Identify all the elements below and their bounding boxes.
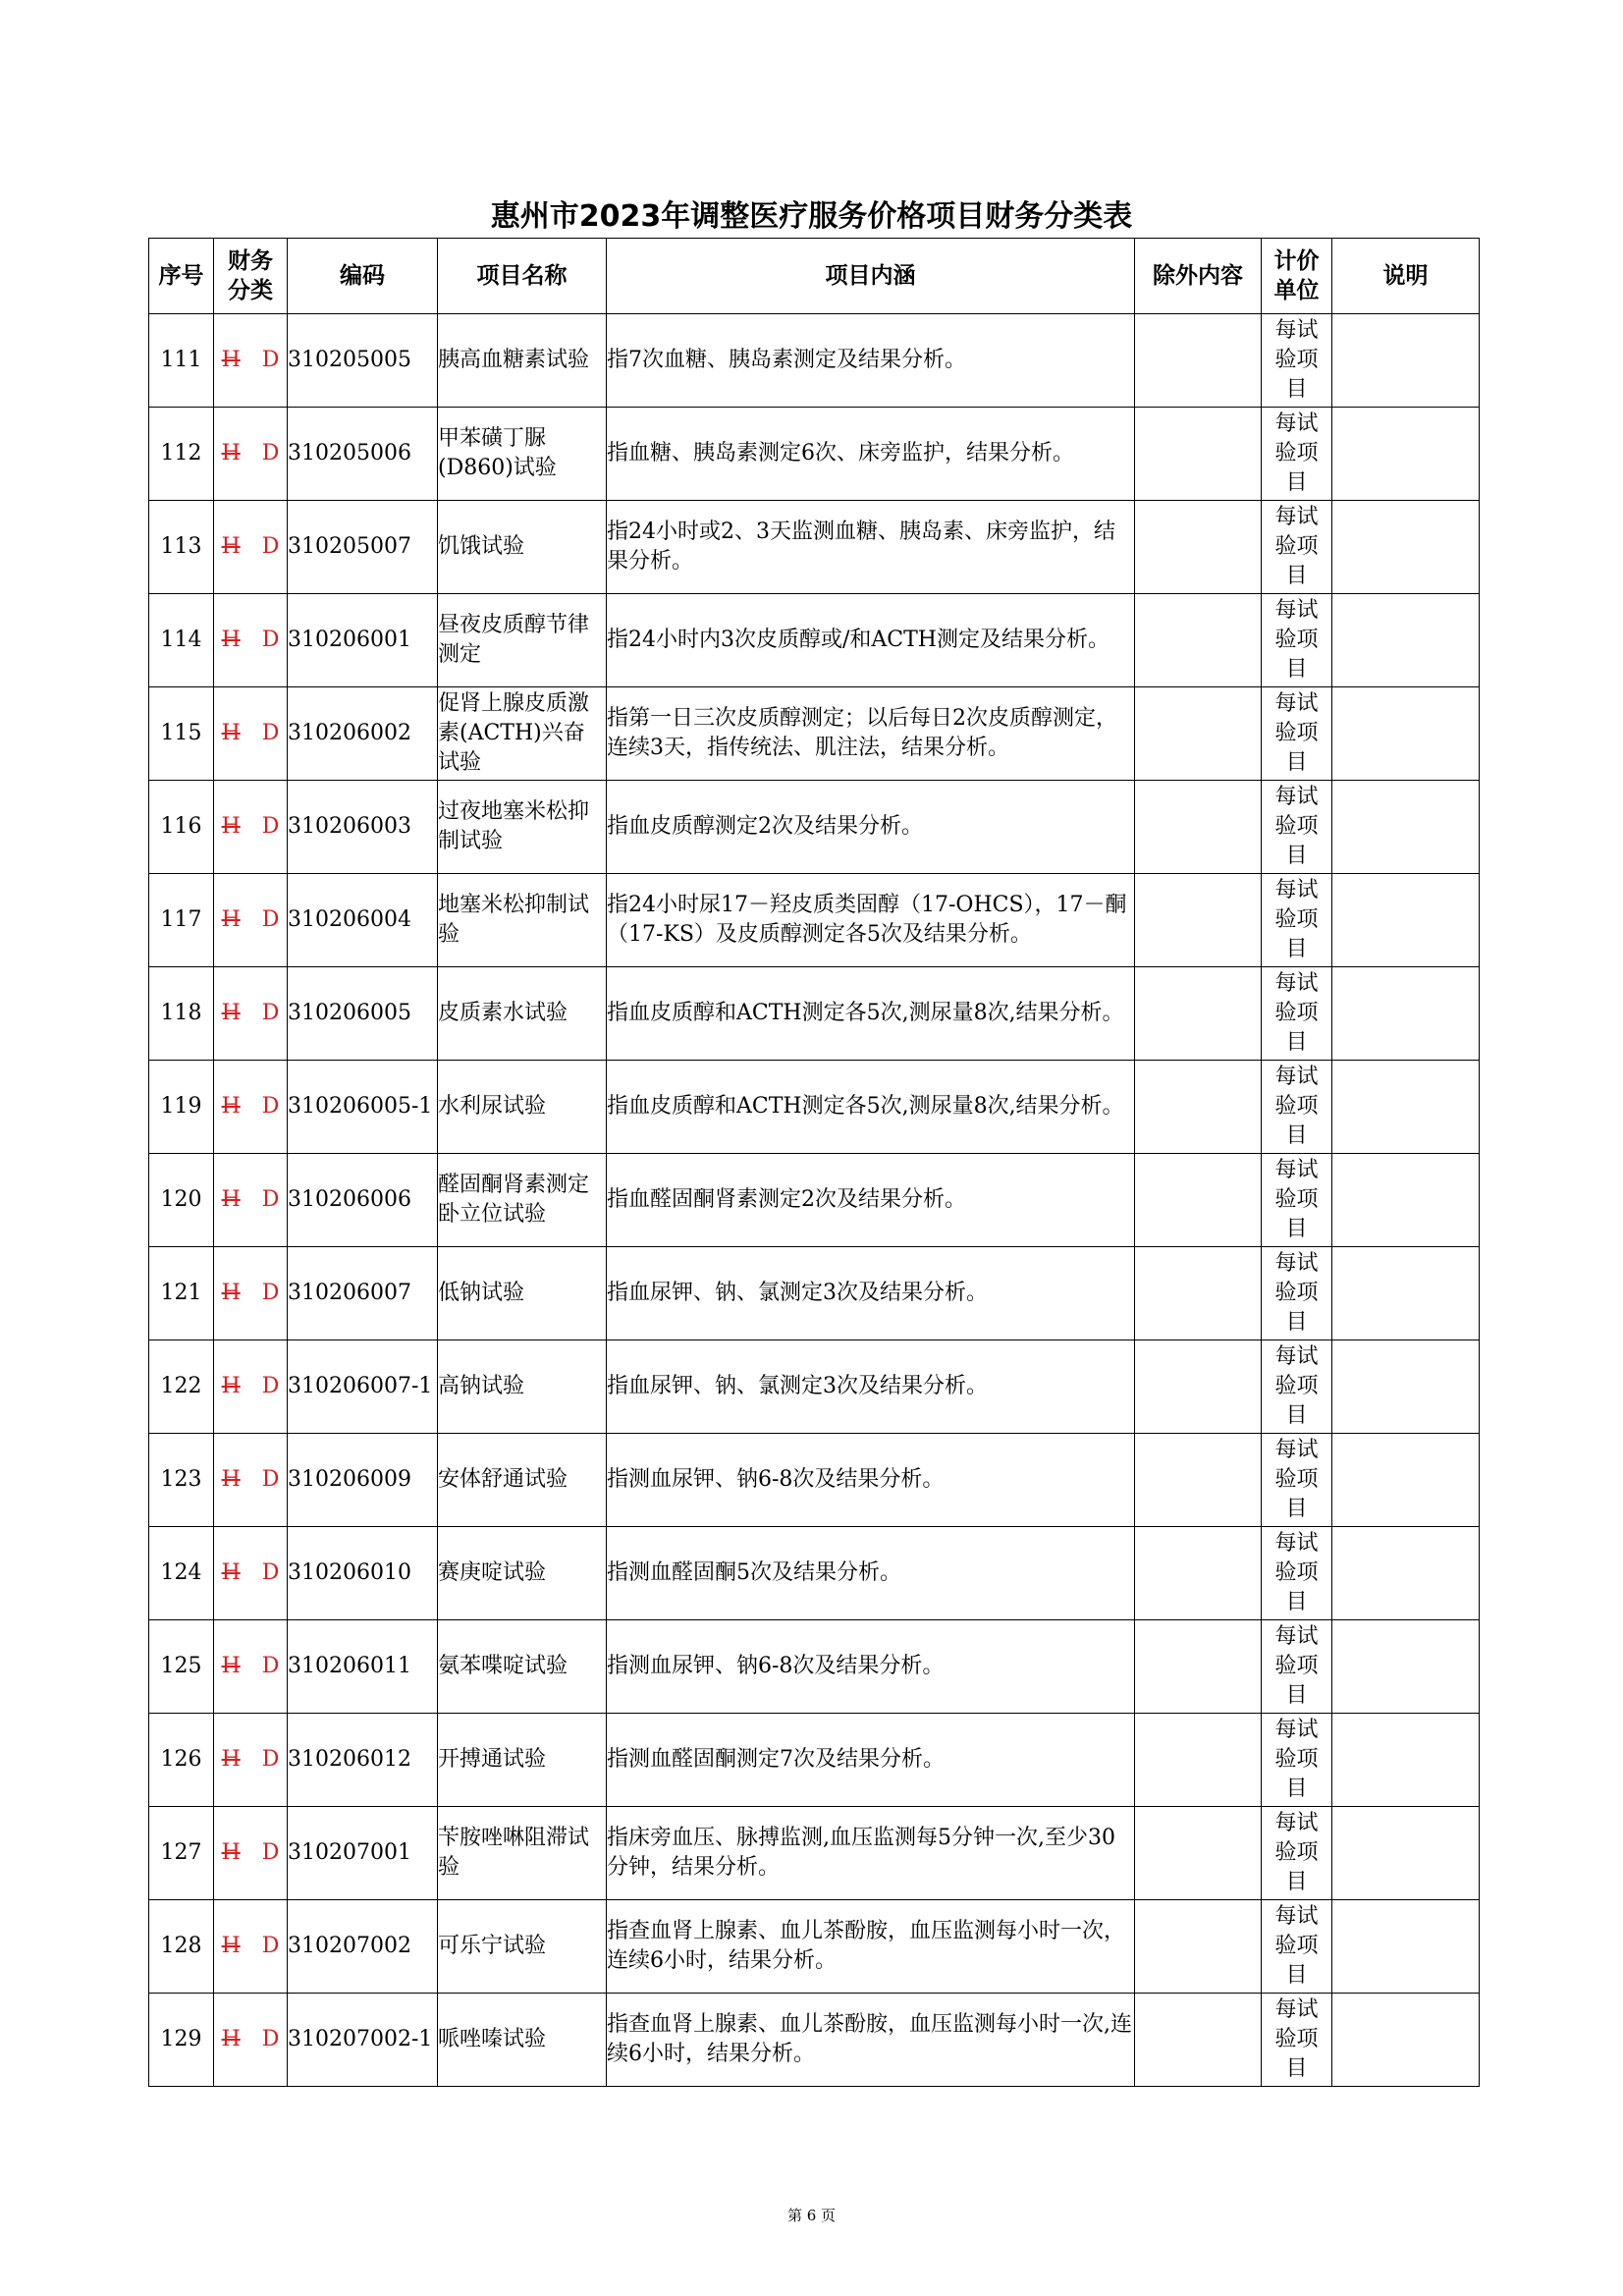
item-code: 310206004 xyxy=(288,874,438,967)
pricing-unit-cell xyxy=(1262,874,1332,967)
pricing-unit: 每试验项目 xyxy=(1274,1811,1319,1894)
item-note xyxy=(1332,1900,1480,1994)
item-code: 310206010 xyxy=(288,1527,438,1620)
item-code: 310206009 xyxy=(288,1434,438,1527)
fee-classification-table xyxy=(148,238,1480,2087)
category-d-code: D xyxy=(261,1001,280,1025)
row-number: 117 xyxy=(149,874,214,967)
table-row xyxy=(149,408,1480,501)
category-h-code: H xyxy=(221,1281,241,1305)
item-content: 指测血尿钾、钠6-8次及结果分析。 xyxy=(607,1620,1135,1714)
row-number: 114 xyxy=(149,594,214,687)
table-row xyxy=(149,967,1480,1061)
pricing-unit: 每试验项目 xyxy=(1274,318,1319,402)
category-d-code: D xyxy=(261,628,280,652)
category-h-code: H xyxy=(221,1187,241,1212)
pricing-unit-cell xyxy=(1262,1154,1332,1247)
pricing-unit: 每试验项目 xyxy=(1274,691,1319,775)
item-note xyxy=(1332,1061,1480,1154)
table-row xyxy=(149,314,1480,408)
item-note xyxy=(1332,408,1480,501)
item-content: 指查血肾上腺素、血儿茶酚胺，血压监测每小时一次，连续6小时，结果分析。 xyxy=(607,1900,1135,1994)
category-h-code: H xyxy=(221,1654,241,1678)
header-category-label: 财务分类 xyxy=(227,248,273,303)
item-name: 地塞米松抑制试验 xyxy=(438,874,607,967)
item-name: 过夜地塞米松抑制试验 xyxy=(438,781,607,874)
pricing-unit: 每试验项目 xyxy=(1274,1904,1319,1988)
pricing-unit-cell xyxy=(1262,1527,1332,1620)
pricing-unit-cell xyxy=(1262,1807,1332,1900)
item-content: 指7次血糖、胰岛素测定及结果分析。 xyxy=(607,314,1135,408)
category-h-code: H xyxy=(221,348,241,372)
finance-category xyxy=(214,408,288,501)
row-number: 127 xyxy=(149,1807,214,1900)
row-number: 115 xyxy=(149,687,214,781)
row-number: 123 xyxy=(149,1434,214,1527)
pricing-unit: 每试验项目 xyxy=(1274,1158,1319,1241)
item-name: 醛固酮肾素测定卧立位试验 xyxy=(438,1154,607,1247)
item-name: 胰高血糖素试验 xyxy=(438,314,607,408)
finance-category xyxy=(214,594,288,687)
excluded-content xyxy=(1135,967,1262,1061)
item-name: 氨苯喋啶试验 xyxy=(438,1620,607,1714)
finance-category xyxy=(214,874,288,967)
row-number: 126 xyxy=(149,1714,214,1807)
excluded-content xyxy=(1135,501,1262,594)
finance-category xyxy=(214,1340,288,1434)
finance-category xyxy=(214,1154,288,1247)
excluded-content xyxy=(1135,1994,1262,2087)
pricing-unit: 每试验项目 xyxy=(1274,1065,1319,1148)
item-note xyxy=(1332,314,1480,408)
table-row xyxy=(149,594,1480,687)
category-h-code: H xyxy=(221,1560,241,1585)
pricing-unit-cell xyxy=(1262,501,1332,594)
header-name: 项目名称 xyxy=(438,239,607,314)
excluded-content xyxy=(1135,1620,1262,1714)
excluded-content xyxy=(1135,1247,1262,1340)
category-h-code: H xyxy=(221,814,241,839)
row-number: 125 xyxy=(149,1620,214,1714)
pricing-unit: 每试验项目 xyxy=(1274,1718,1319,1801)
item-code: 310206001 xyxy=(288,594,438,687)
excluded-content xyxy=(1135,1340,1262,1434)
pricing-unit: 每试验项目 xyxy=(1274,411,1319,495)
table-row xyxy=(149,1340,1480,1434)
pricing-unit-cell xyxy=(1262,781,1332,874)
finance-category xyxy=(214,501,288,594)
page-number: 第 6 页 xyxy=(786,2207,837,2224)
item-note xyxy=(1332,687,1480,781)
pricing-unit: 每试验项目 xyxy=(1274,1344,1319,1428)
page-title: 惠州市2023年调整医疗服务价格项目财务分类表 xyxy=(490,199,1133,234)
item-note xyxy=(1332,781,1480,874)
item-content: 指床旁血压、脉搏监测,血压监测每5分钟一次,至少30分钟，结果分析。 xyxy=(607,1807,1135,1900)
item-note xyxy=(1332,1154,1480,1247)
pricing-unit: 每试验项目 xyxy=(1274,971,1319,1055)
category-d-code: D xyxy=(261,1281,280,1305)
category-d-code: D xyxy=(261,534,280,559)
category-h-code: H xyxy=(221,534,241,559)
excluded-content xyxy=(1135,874,1262,967)
item-note xyxy=(1332,1994,1480,2087)
item-note xyxy=(1332,874,1480,967)
item-content: 指血皮质醇和ACTH测定各5次,测尿量8次,结果分析。 xyxy=(607,967,1135,1061)
header-category xyxy=(214,239,288,314)
finance-category xyxy=(214,1527,288,1620)
item-code: 310206012 xyxy=(288,1714,438,1807)
row-number: 113 xyxy=(149,501,214,594)
category-d-code: D xyxy=(261,1187,280,1212)
finance-category xyxy=(214,1900,288,1994)
pricing-unit-cell xyxy=(1262,1061,1332,1154)
item-note xyxy=(1332,1807,1480,1900)
item-content: 指血尿钾、钠、氯测定3次及结果分析。 xyxy=(607,1340,1135,1434)
table-row xyxy=(149,1900,1480,1994)
table-row xyxy=(149,1247,1480,1340)
item-code: 310207001 xyxy=(288,1807,438,1900)
excluded-content xyxy=(1135,1900,1262,1994)
pricing-unit-cell xyxy=(1262,594,1332,687)
table-row xyxy=(149,1061,1480,1154)
item-code: 310206002 xyxy=(288,687,438,781)
table-header-row xyxy=(149,239,1480,314)
header-unit xyxy=(1262,239,1332,314)
header-content: 项目内涵 xyxy=(607,239,1135,314)
item-name: 皮质素水试验 xyxy=(438,967,607,1061)
item-name: 赛庚啶试验 xyxy=(438,1527,607,1620)
category-d-code: D xyxy=(261,348,280,372)
category-d-code: D xyxy=(261,721,280,745)
excluded-content xyxy=(1135,1527,1262,1620)
excluded-content xyxy=(1135,1714,1262,1807)
category-h-code: H xyxy=(221,1374,241,1398)
pricing-unit: 每试验项目 xyxy=(1274,1997,1319,2081)
pricing-unit-cell xyxy=(1262,1434,1332,1527)
item-code: 310206003 xyxy=(288,781,438,874)
item-code: 310206011 xyxy=(288,1620,438,1714)
item-note xyxy=(1332,967,1480,1061)
table-row xyxy=(149,1434,1480,1527)
table-row xyxy=(149,687,1480,781)
item-note xyxy=(1332,1434,1480,1527)
pricing-unit-cell xyxy=(1262,1714,1332,1807)
item-note xyxy=(1332,501,1480,594)
item-content: 指测血尿钾、钠6-8次及结果分析。 xyxy=(607,1434,1135,1527)
item-note xyxy=(1332,1714,1480,1807)
pricing-unit-cell xyxy=(1262,1247,1332,1340)
item-name: 昼夜皮质醇节律测定 xyxy=(438,594,607,687)
finance-category xyxy=(214,781,288,874)
finance-category xyxy=(214,1061,288,1154)
item-name: 开搏通试验 xyxy=(438,1714,607,1807)
category-h-code: H xyxy=(221,1840,241,1865)
finance-category xyxy=(214,1434,288,1527)
finance-category xyxy=(214,1714,288,1807)
item-name: 安体舒通试验 xyxy=(438,1434,607,1527)
finance-category xyxy=(214,1247,288,1340)
finance-category xyxy=(214,1620,288,1714)
item-code: 310205006 xyxy=(288,408,438,501)
pricing-unit-cell xyxy=(1262,967,1332,1061)
category-h-code: H xyxy=(221,721,241,745)
finance-category xyxy=(214,1994,288,2087)
pricing-unit: 每试验项目 xyxy=(1274,598,1319,682)
item-name: 可乐宁试验 xyxy=(438,1900,607,1994)
item-code: 310205005 xyxy=(288,314,438,408)
pricing-unit: 每试验项目 xyxy=(1274,505,1319,588)
item-name: 苄胺唑啉阻滞试验 xyxy=(438,1807,607,1900)
excluded-content xyxy=(1135,1807,1262,1900)
row-number: 112 xyxy=(149,408,214,501)
table-row xyxy=(149,1620,1480,1714)
category-h-code: H xyxy=(221,1747,241,1772)
pricing-unit-cell xyxy=(1262,1994,1332,2087)
row-number: 119 xyxy=(149,1061,214,1154)
category-h-code: H xyxy=(221,1001,241,1025)
pricing-unit: 每试验项目 xyxy=(1274,1624,1319,1708)
pricing-unit: 每试验项目 xyxy=(1274,1438,1319,1521)
item-content: 指24小时尿17－羟皮质类固醇（17-OHCS），17－酮（17-KS）及皮质醇测定各5次及结果分析。 xyxy=(607,874,1135,967)
table-row xyxy=(149,1154,1480,1247)
item-content: 指血醛固酮肾素测定2次及结果分析。 xyxy=(607,1154,1135,1247)
item-content: 指第一日三次皮质醇测定；以后每日2次皮质醇测定，连续3天，指传统法、肌注法，结果分析。 xyxy=(607,687,1135,781)
table-body xyxy=(149,314,1480,2087)
item-content: 指血糖、胰岛素测定6次、床旁监护，结果分析。 xyxy=(607,408,1135,501)
table-row xyxy=(149,501,1480,594)
excluded-content xyxy=(1135,1061,1262,1154)
category-d-code: D xyxy=(261,1747,280,1772)
item-name: 哌唑嗪试验 xyxy=(438,1994,607,2087)
category-h-code: H xyxy=(221,907,241,932)
header-unit-label: 计价单位 xyxy=(1273,248,1320,303)
item-code: 310206005-1 xyxy=(288,1061,438,1154)
pricing-unit-cell xyxy=(1262,687,1332,781)
header-code: 编码 xyxy=(288,239,438,314)
header-no: 序号 xyxy=(149,239,214,314)
excluded-content xyxy=(1135,314,1262,408)
category-h-code: H xyxy=(221,1934,241,1958)
category-d-code: D xyxy=(261,441,280,465)
category-d-code: D xyxy=(261,1374,280,1398)
row-number: 122 xyxy=(149,1340,214,1434)
table-row xyxy=(149,1994,1480,2087)
row-number: 116 xyxy=(149,781,214,874)
table-row xyxy=(149,781,1480,874)
row-number: 111 xyxy=(149,314,214,408)
item-code: 310205007 xyxy=(288,501,438,594)
item-content: 指血皮质醇测定2次及结果分析。 xyxy=(607,781,1135,874)
item-name: 高钠试验 xyxy=(438,1340,607,1434)
item-content: 指查血肾上腺素、血儿茶酚胺，血压监测每小时一次,连续6小时，结果分析。 xyxy=(607,1994,1135,2087)
category-d-code: D xyxy=(261,1934,280,1958)
item-code: 310207002-1 xyxy=(288,1994,438,2087)
category-d-code: D xyxy=(261,1840,280,1865)
excluded-content xyxy=(1135,594,1262,687)
category-h-code: H xyxy=(221,441,241,465)
item-name: 甲苯磺丁脲(D860)试验 xyxy=(438,408,607,501)
category-d-code: D xyxy=(261,1467,280,1492)
pricing-unit-cell xyxy=(1262,1900,1332,1994)
excluded-content xyxy=(1135,1434,1262,1527)
item-code: 310206007-1 xyxy=(288,1340,438,1434)
item-note xyxy=(1332,594,1480,687)
table-row xyxy=(149,1714,1480,1807)
row-number: 129 xyxy=(149,1994,214,2087)
finance-category xyxy=(214,1807,288,1900)
category-h-code: H xyxy=(221,1094,241,1119)
finance-category xyxy=(214,967,288,1061)
row-number: 121 xyxy=(149,1247,214,1340)
item-name: 水利尿试验 xyxy=(438,1061,607,1154)
item-code: 310207002 xyxy=(288,1900,438,1994)
pricing-unit: 每试验项目 xyxy=(1274,1251,1319,1335)
category-d-code: D xyxy=(261,2027,280,2051)
item-content: 指24小时内3次皮质醇或/和ACTH测定及结果分析。 xyxy=(607,594,1135,687)
excluded-content xyxy=(1135,1154,1262,1247)
excluded-content xyxy=(1135,781,1262,874)
table-row xyxy=(149,1807,1480,1900)
item-note xyxy=(1332,1620,1480,1714)
pricing-unit-cell xyxy=(1262,1340,1332,1434)
category-h-code: H xyxy=(221,2027,241,2051)
category-d-code: D xyxy=(261,907,280,932)
item-content: 指测血醛固酮5次及结果分析。 xyxy=(607,1527,1135,1620)
item-note xyxy=(1332,1340,1480,1434)
item-content: 指24小时或2、3天监测血糖、胰岛素、床旁监护，结果分析。 xyxy=(607,501,1135,594)
row-number: 128 xyxy=(149,1900,214,1994)
item-code: 310206007 xyxy=(288,1247,438,1340)
pricing-unit: 每试验项目 xyxy=(1274,1531,1319,1614)
item-name: 饥饿试验 xyxy=(438,501,607,594)
item-name: 促肾上腺皮质激素(ACTH)兴奋试验 xyxy=(438,687,607,781)
category-d-code: D xyxy=(261,1654,280,1678)
table-row xyxy=(149,1527,1480,1620)
item-code: 310206005 xyxy=(288,967,438,1061)
excluded-content xyxy=(1135,408,1262,501)
excluded-content xyxy=(1135,687,1262,781)
pricing-unit-cell xyxy=(1262,314,1332,408)
row-number: 120 xyxy=(149,1154,214,1247)
item-content: 指血皮质醇和ACTH测定各5次,测尿量8次,结果分析。 xyxy=(607,1061,1135,1154)
item-note xyxy=(1332,1247,1480,1340)
header-excluded: 除外内容 xyxy=(1135,239,1262,314)
item-code: 310206006 xyxy=(288,1154,438,1247)
item-name: 低钠试验 xyxy=(438,1247,607,1340)
category-d-code: D xyxy=(261,1094,280,1119)
pricing-unit: 每试验项目 xyxy=(1274,785,1319,868)
table-row xyxy=(149,874,1480,967)
category-h-code: H xyxy=(221,1467,241,1492)
pricing-unit-cell xyxy=(1262,1620,1332,1714)
row-number: 118 xyxy=(149,967,214,1061)
row-number: 124 xyxy=(149,1527,214,1620)
category-h-code: H xyxy=(221,628,241,652)
finance-category xyxy=(214,314,288,408)
category-d-code: D xyxy=(261,814,280,839)
header-note: 说明 xyxy=(1332,239,1480,314)
item-content: 指测血醛固酮测定7次及结果分析。 xyxy=(607,1714,1135,1807)
pricing-unit-cell xyxy=(1262,408,1332,501)
finance-category xyxy=(214,687,288,781)
category-d-code: D xyxy=(261,1560,280,1585)
item-content: 指血尿钾、钠、氯测定3次及结果分析。 xyxy=(607,1247,1135,1340)
pricing-unit: 每试验项目 xyxy=(1274,878,1319,961)
item-note xyxy=(1332,1527,1480,1620)
